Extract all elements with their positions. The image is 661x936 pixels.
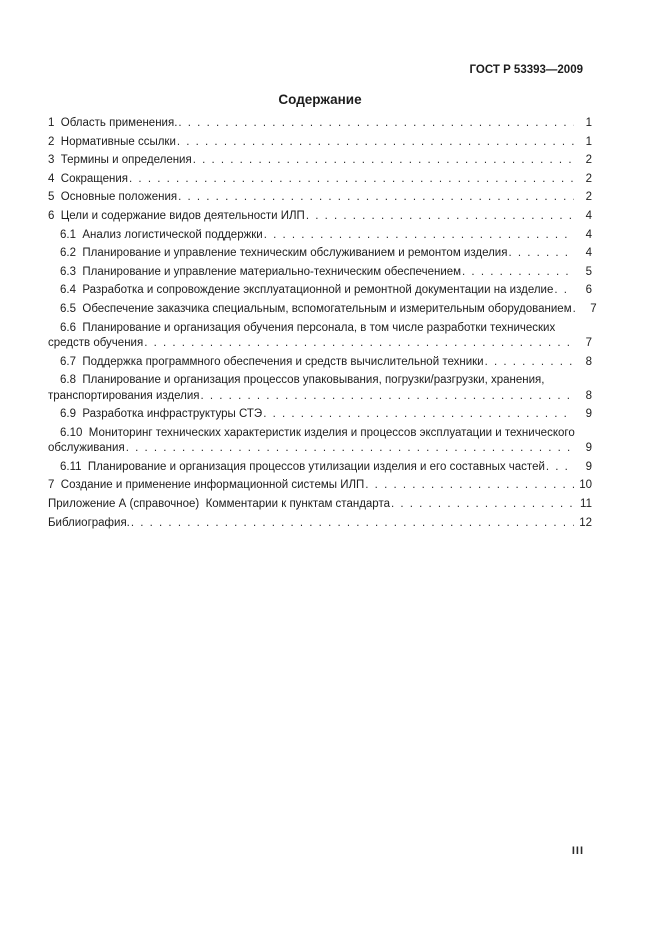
page-title: Содержание xyxy=(278,92,362,107)
toc-entry-text: 6.4 Разработка и сопровождение эксплуатационной и ремонтной документации на изделие xyxy=(60,284,554,297)
toc-entry-text: 7 Создание и применение информационной системы ИЛП xyxy=(48,479,365,492)
dot-leader xyxy=(485,355,574,370)
toc-entry-text: 6.7 Поддержка программного обеспечения и средств вычислительной техники xyxy=(60,355,484,368)
toc-entry-text: 6.9 Разработка инфраструктуры СТЭ xyxy=(60,408,263,421)
dot-leader xyxy=(546,460,574,475)
toc-row xyxy=(48,246,592,261)
toc-page-number: 4 xyxy=(585,209,592,222)
toc-row xyxy=(48,373,592,388)
toc-row xyxy=(48,478,592,493)
toc-page-number: 9 xyxy=(585,460,592,473)
dot-leader xyxy=(178,190,574,205)
toc-row xyxy=(48,497,592,512)
toc-row xyxy=(48,441,592,456)
toc-row xyxy=(48,190,592,205)
document-code-header: ГОСТ Р 53393—2009 xyxy=(469,64,583,76)
toc-row xyxy=(48,355,592,370)
toc-entry-text: обслуживания xyxy=(48,442,125,455)
dot-leader xyxy=(126,441,574,456)
toc-row xyxy=(48,153,592,168)
toc-row xyxy=(48,460,592,475)
toc-page-number: 2 xyxy=(585,172,592,185)
dot-leader xyxy=(129,172,574,187)
toc-row xyxy=(48,265,592,280)
dot-leader xyxy=(391,497,574,512)
toc-page-number: 2 xyxy=(585,191,592,204)
toc-page-number: 6 xyxy=(585,284,592,297)
dot-leader xyxy=(365,478,574,493)
toc-page-number: 7 xyxy=(590,302,597,315)
toc-list xyxy=(48,116,597,531)
toc-entry-text: 4 Сокращения xyxy=(48,172,129,185)
toc-entry-text: 3 Термины и определения xyxy=(48,154,192,167)
dot-leader xyxy=(462,265,574,280)
toc-row xyxy=(48,283,592,298)
toc-page-number: 11 xyxy=(580,497,592,510)
toc-row xyxy=(48,116,592,131)
toc-page-number: 8 xyxy=(585,389,592,402)
toc-page-number: 1 xyxy=(585,117,592,129)
toc-entry-text: 2 Нормативные ссылки xyxy=(48,135,176,148)
dot-leader xyxy=(306,209,574,224)
toc-row xyxy=(48,516,592,531)
toc-row xyxy=(48,302,597,317)
toc-entry-text: транспортирования изделия xyxy=(48,389,200,402)
toc-page-number: 9 xyxy=(585,442,592,455)
toc-page-number: 4 xyxy=(585,247,592,260)
toc-row xyxy=(48,209,592,224)
toc-entry-text: 6.5 Обеспечение заказчика специальным, вспомогательным и измерительным оборудованием xyxy=(60,302,572,315)
toc-entry-text: 5 Основные положения xyxy=(48,191,178,204)
toc-entry-text: 6.11 Планирование и организация процессов утилизации изделия и его составных частей xyxy=(60,460,545,473)
toc-entry-text: 6.8 Планирование и организация процессов упаковывания, погрузки/разгрузки, хранения, xyxy=(60,374,545,387)
dot-leader xyxy=(178,116,574,131)
toc-page-number: 1 xyxy=(585,135,592,148)
toc-row xyxy=(48,172,592,187)
toc-entry-text: 6 Цели и содержание видов деятельности ИЛП xyxy=(48,209,305,222)
dot-leader xyxy=(508,246,574,261)
footer-page-number: III xyxy=(571,845,584,857)
toc-entry-text: Библиография. xyxy=(48,516,130,529)
dot-leader xyxy=(177,135,574,150)
toc-row xyxy=(48,336,592,351)
toc-entry-text: 6.10 Мониторинг технических характеристик изделия и процессов эксплуатации и технического xyxy=(60,426,575,439)
dot-leader xyxy=(193,153,574,168)
toc-entry-text: 1 Область применения. xyxy=(48,117,178,129)
dot-leader xyxy=(131,516,574,531)
toc-page-number: 4 xyxy=(585,228,592,241)
toc-entry-text: Приложение А (справочное) Комментарии к пунктам стандарта xyxy=(48,497,390,510)
toc-entry-text: 6.2 Планирование и управление техническим обслуживанием и ремонтом изделия xyxy=(60,247,508,260)
dot-leader xyxy=(201,389,574,404)
dot-leader xyxy=(144,336,574,351)
toc-row xyxy=(48,321,592,336)
toc-row xyxy=(48,426,592,441)
toc-page-number: 9 xyxy=(585,408,592,421)
toc-row xyxy=(48,228,592,243)
toc-entry-text: 6.6 Планирование и организация обучения персонала, в том числе разработки технических xyxy=(60,321,556,334)
toc-row xyxy=(48,389,592,404)
toc-entry-text: 6.1 Анализ логистической поддержки xyxy=(60,228,263,241)
toc-page-number: 10 xyxy=(579,479,592,492)
toc-page-number: 2 xyxy=(585,154,592,167)
dot-leader xyxy=(263,407,574,422)
toc-entry-text: 6.3 Планирование и управление материально-техническим обеспечением xyxy=(60,265,462,278)
toc-page-number: 5 xyxy=(585,265,592,278)
toc-page-number: 8 xyxy=(585,355,592,368)
dot-leader xyxy=(554,283,574,298)
toc-row xyxy=(48,407,592,422)
dot-leader xyxy=(264,228,574,243)
toc-page-number: 12 xyxy=(579,516,592,529)
toc-page-number: 7 xyxy=(585,336,592,349)
toc-entry-text: средств обучения xyxy=(48,336,144,349)
toc-row xyxy=(48,135,592,150)
